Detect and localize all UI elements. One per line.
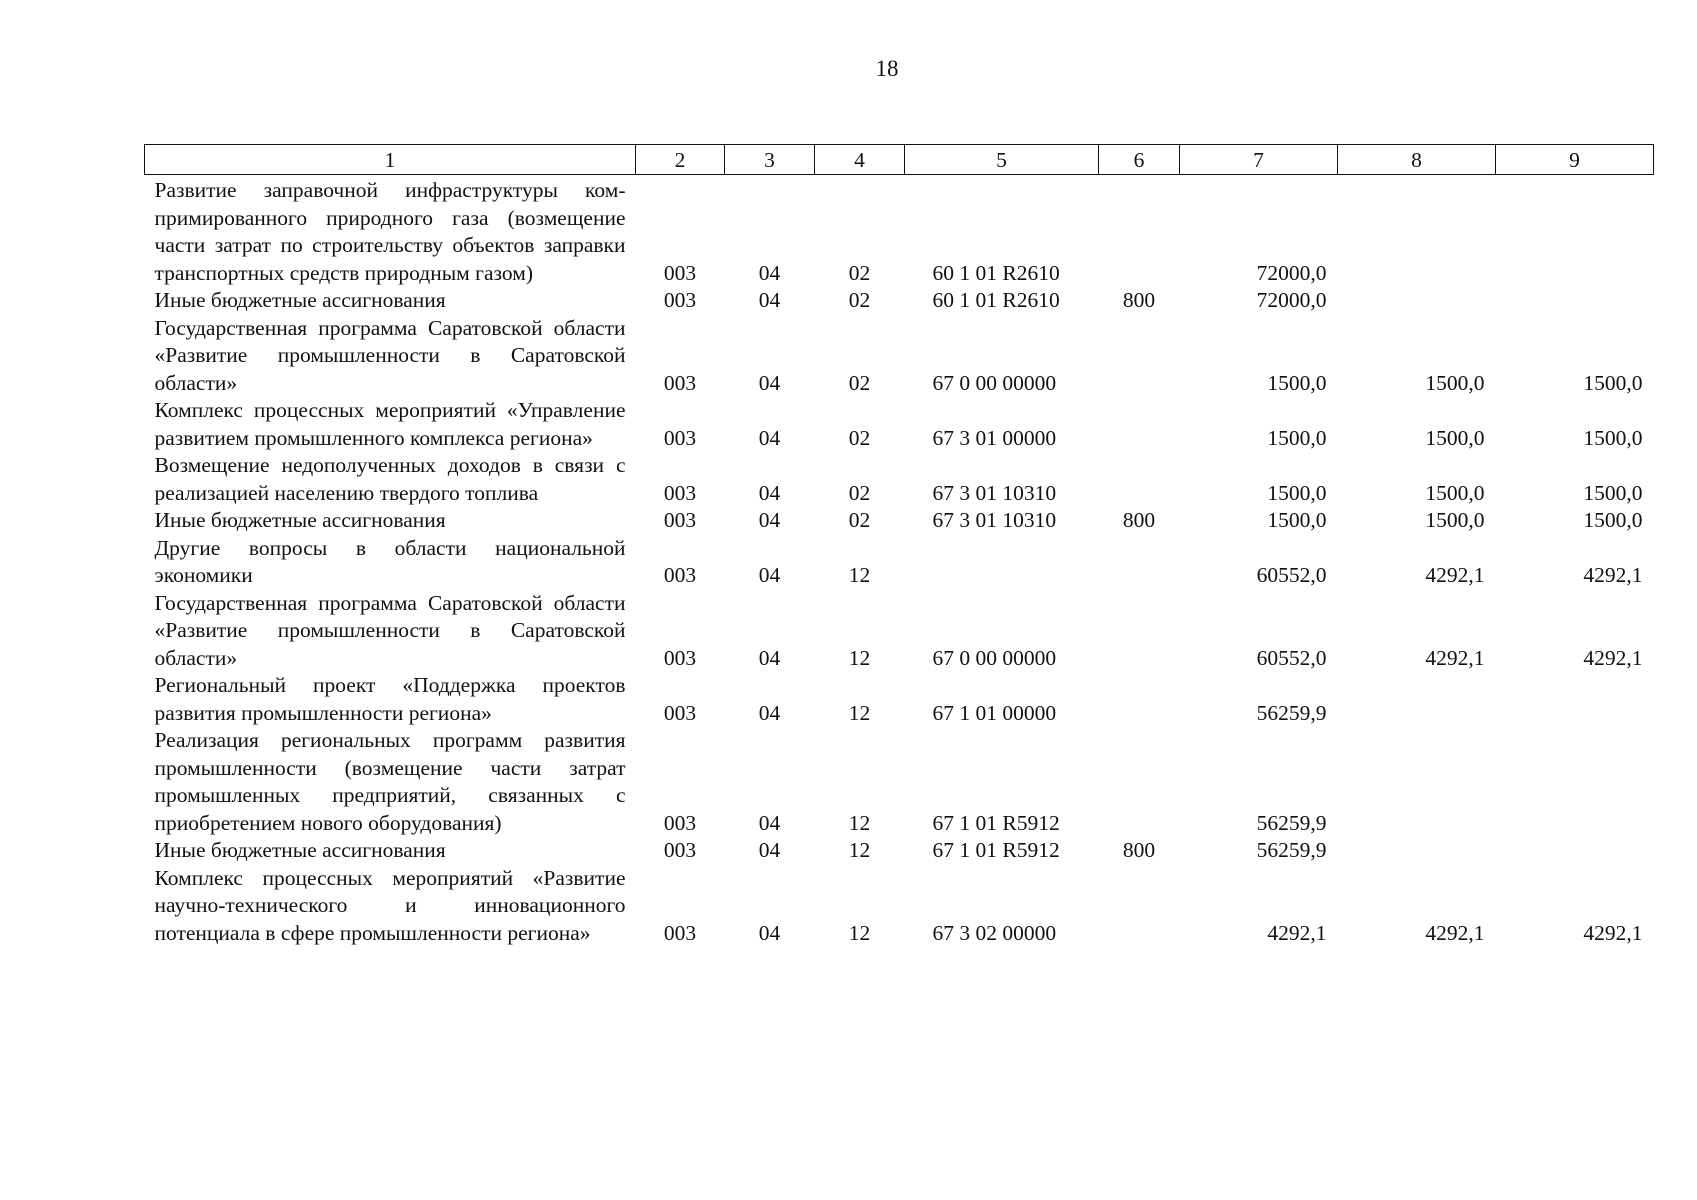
header-cell-1: 1 bbox=[145, 145, 636, 175]
cell-target-code: 67 1 01 R5912 bbox=[932, 810, 1060, 835]
cell-amount-8 bbox=[1338, 175, 1496, 288]
cell-section: 04 bbox=[758, 288, 781, 312]
cell-amount-7: 1500,0 bbox=[1267, 508, 1327, 532]
cell-amount-7: 1500,0 bbox=[1267, 480, 1327, 505]
cell-expense-type bbox=[1099, 397, 1180, 452]
cell-amount-8 bbox=[1338, 672, 1496, 727]
cell-amount-7: 1500,0 bbox=[1267, 425, 1327, 450]
cell-subsection: 02 bbox=[848, 508, 871, 532]
cell-amount-7: 72000,0 bbox=[1256, 288, 1327, 312]
header-row bbox=[145, 145, 1654, 175]
header-cell-9: 9 bbox=[1496, 145, 1654, 175]
cell-section: 04 bbox=[758, 838, 781, 862]
header-cell-4: 4 bbox=[815, 145, 905, 175]
cell-amount-9: 1500,0 bbox=[1583, 508, 1643, 532]
table-row bbox=[145, 397, 1654, 452]
cell-expense-type: 800 bbox=[1122, 508, 1156, 532]
cell-subsection: 12 bbox=[848, 920, 871, 945]
cell-expense-type: 800 bbox=[1122, 838, 1156, 862]
cell-amount-8: 1500,0 bbox=[1425, 370, 1485, 395]
cell-amount-8: 4292,1 bbox=[1425, 563, 1485, 587]
cell-grbs: 003 bbox=[663, 508, 697, 532]
cell-subsection: 02 bbox=[848, 260, 871, 285]
cell-amount-8: 1500,0 bbox=[1425, 480, 1485, 505]
header-cell-2: 2 bbox=[636, 145, 725, 175]
cell-grbs: 003 bbox=[663, 288, 697, 312]
cell-amount-9: 1500,0 bbox=[1583, 480, 1643, 505]
cell-grbs: 003 bbox=[663, 563, 697, 587]
cell-target-code: 67 1 01 R5912 bbox=[932, 838, 1060, 862]
cell-amount-7: 56259,9 bbox=[1256, 810, 1327, 835]
cell-amount-7: 72000,0 bbox=[1256, 260, 1327, 285]
cell-target-code: 60 1 01 R2610 bbox=[932, 288, 1060, 312]
cell-amount-8 bbox=[1338, 287, 1496, 315]
row-name: Другие вопросы в области национальной экономики bbox=[154, 535, 626, 587]
cell-amount-8: 1500,0 bbox=[1425, 425, 1485, 450]
cell-grbs: 003 bbox=[663, 425, 697, 450]
table-row bbox=[145, 287, 1654, 315]
cell-expense-type bbox=[1099, 865, 1180, 948]
cell-amount-7: 4292,1 bbox=[1267, 920, 1327, 945]
cell-grbs: 003 bbox=[663, 370, 697, 395]
table-row bbox=[145, 507, 1654, 535]
cell-amount-9 bbox=[1496, 672, 1654, 727]
table-row bbox=[145, 452, 1654, 507]
cell-section: 04 bbox=[758, 810, 781, 835]
cell-expense-type bbox=[1099, 175, 1180, 288]
cell-expense-type bbox=[1099, 727, 1180, 837]
cell-target-code: 67 0 00 00000 bbox=[932, 370, 1057, 395]
row-name: Комплекс процессных мероприятий «Управление развитием промышленного комплекса региона» bbox=[154, 398, 626, 450]
table-row bbox=[145, 727, 1654, 837]
row-name: Возмещение недополученных доходов в связи с реализацией населению твердого топлива bbox=[154, 453, 626, 505]
cell-section: 04 bbox=[758, 370, 781, 395]
cell-amount-7: 56259,9 bbox=[1256, 700, 1327, 725]
table-body bbox=[145, 175, 1654, 948]
cell-target-code: 67 3 01 10310 bbox=[932, 480, 1057, 505]
cell-grbs: 003 bbox=[663, 920, 697, 945]
cell-amount-9 bbox=[1496, 727, 1654, 837]
cell-amount-8: 4292,1 bbox=[1425, 645, 1485, 670]
row-name: Региональный проект «Поддержка проектов развития промышленности региона» bbox=[154, 673, 626, 725]
cell-grbs: 003 bbox=[663, 480, 697, 505]
table-row bbox=[145, 865, 1654, 948]
cell-section: 04 bbox=[758, 920, 781, 945]
cell-subsection: 12 bbox=[848, 810, 871, 835]
cell-subsection: 12 bbox=[848, 838, 871, 862]
row-name: Иные бюджетные ассигнования bbox=[154, 508, 446, 532]
cell-amount-7: 56259,9 bbox=[1256, 838, 1327, 862]
cell-section: 04 bbox=[758, 480, 781, 505]
row-name: Государственная программа Саратовской области «Развитие промышленности в Саратовской области» bbox=[154, 590, 626, 670]
cell-section: 04 bbox=[758, 425, 781, 450]
cell-expense-type bbox=[1099, 452, 1180, 507]
table-row bbox=[145, 837, 1654, 865]
cell-target-code: 67 0 00 00000 bbox=[932, 645, 1057, 670]
cell-amount-8 bbox=[1338, 837, 1496, 865]
cell-subsection: 02 bbox=[848, 288, 871, 312]
cell-amount-7: 60552,0 bbox=[1256, 645, 1327, 670]
table-row bbox=[145, 535, 1654, 590]
cell-grbs: 003 bbox=[663, 260, 697, 285]
cell-expense-type bbox=[1099, 672, 1180, 727]
cell-subsection: 02 bbox=[848, 370, 871, 395]
cell-section: 04 bbox=[758, 563, 781, 587]
cell-expense-type: 800 bbox=[1122, 288, 1156, 312]
cell-grbs: 003 bbox=[663, 838, 697, 862]
cell-target-code: 60 1 01 R2610 bbox=[932, 260, 1060, 285]
cell-amount-9: 1500,0 bbox=[1583, 425, 1643, 450]
header-cell-3: 3 bbox=[725, 145, 815, 175]
cell-target-code: 67 3 01 00000 bbox=[932, 425, 1057, 450]
cell-amount-7: 60552,0 bbox=[1256, 563, 1327, 587]
cell-target-code: 67 1 01 00000 bbox=[932, 700, 1057, 725]
cell-amount-9 bbox=[1496, 837, 1654, 865]
table-row bbox=[145, 590, 1654, 673]
row-name: Развитие заправочной инфраструктуры компримированного природного газа (возмещение части затрат по строительству объектов заправки транспортных средств природным газом) bbox=[154, 178, 626, 285]
cell-subsection: 12 bbox=[848, 645, 871, 670]
cell-target-code bbox=[905, 535, 1099, 590]
cell-section: 04 bbox=[758, 508, 781, 532]
header-cell-8: 8 bbox=[1338, 145, 1496, 175]
cell-expense-type bbox=[1099, 535, 1180, 590]
page-number: 18 bbox=[875, 56, 899, 81]
cell-subsection: 12 bbox=[848, 563, 871, 587]
header-cell-7: 7 bbox=[1180, 145, 1338, 175]
cell-expense-type bbox=[1099, 590, 1180, 673]
table-row bbox=[145, 315, 1654, 398]
cell-amount-9: 4292,1 bbox=[1583, 563, 1643, 587]
cell-target-code: 67 3 02 00000 bbox=[932, 920, 1057, 945]
cell-expense-type bbox=[1099, 315, 1180, 398]
table-header bbox=[145, 145, 1654, 175]
budget-table bbox=[144, 144, 1654, 947]
table-row bbox=[145, 672, 1654, 727]
row-name: Комплекс процессных мероприятий «Развитие научно-технического и инновационного потенциала в сфере промышленности региона» bbox=[154, 865, 626, 945]
cell-amount-8 bbox=[1338, 727, 1496, 837]
cell-grbs: 003 bbox=[663, 810, 697, 835]
cell-subsection: 02 bbox=[848, 425, 871, 450]
cell-amount-7: 1500,0 bbox=[1267, 370, 1327, 395]
cell-target-code: 67 3 01 10310 bbox=[932, 508, 1057, 532]
cell-amount-9 bbox=[1496, 175, 1654, 288]
cell-section: 04 bbox=[758, 260, 781, 285]
cell-amount-8: 1500,0 bbox=[1425, 508, 1485, 532]
cell-subsection: 12 bbox=[848, 700, 871, 725]
cell-grbs: 003 bbox=[663, 645, 697, 670]
cell-section: 04 bbox=[758, 645, 781, 670]
row-name: Реализация региональных программ развития промышленности (возмещение части затрат промышленных предприятий, связанных с приобретением нового оборудования) bbox=[154, 728, 626, 835]
cell-subsection: 02 bbox=[848, 480, 871, 505]
row-name: Государственная программа Саратовской области «Развитие промышленности в Саратовской области» bbox=[154, 315, 626, 395]
cell-amount-9: 4292,1 bbox=[1583, 645, 1643, 670]
header-cell-6: 6 bbox=[1099, 145, 1180, 175]
table-row bbox=[145, 175, 1654, 288]
cell-amount-9: 4292,1 bbox=[1583, 920, 1643, 945]
row-name: Иные бюджетные ассигнования bbox=[154, 288, 446, 312]
cell-amount-8: 4292,1 bbox=[1425, 920, 1485, 945]
cell-section: 04 bbox=[758, 700, 781, 725]
cell-amount-9 bbox=[1496, 287, 1654, 315]
cell-amount-9: 1500,0 bbox=[1583, 370, 1643, 395]
row-name: Иные бюджетные ассигнования bbox=[154, 838, 446, 862]
header-cell-5: 5 bbox=[905, 145, 1099, 175]
cell-grbs: 003 bbox=[663, 700, 697, 725]
